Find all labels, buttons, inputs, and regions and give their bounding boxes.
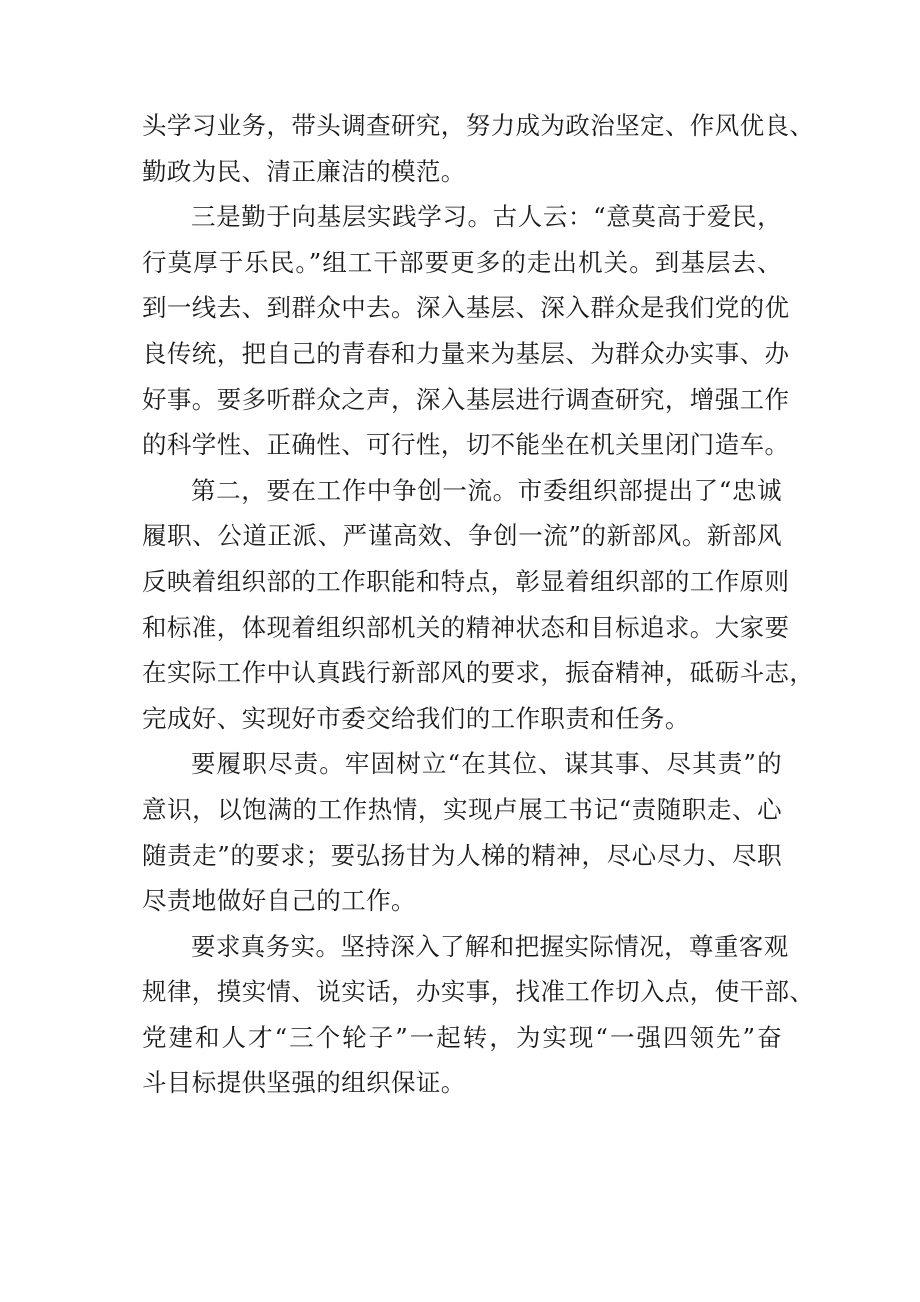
text-line: 良传统，把自己的青春和力量来为基层、为群众办实事、办 xyxy=(142,338,790,368)
paragraph xyxy=(142,468,815,742)
text-line: 意识，以饱满的工作热情，实现卢展工书记“责随职走、心 xyxy=(142,794,782,824)
paragraph xyxy=(142,194,790,468)
text-line: 尽责地做好自己的工作。 xyxy=(142,886,416,916)
text-line: 勤政为民、清正廉洁的模范。 xyxy=(142,156,466,186)
document-body xyxy=(142,103,815,1106)
text-line: 第二，要在工作中争创一流。市委组织部提出了“忠诚 xyxy=(191,475,782,505)
paragraph xyxy=(142,924,815,1106)
text-line: 要履职尽责。牢固树立“在其位、谋其事、尽其责”的 xyxy=(191,749,782,779)
text-line: 履职、公道正派、严谨高效、争创一流”的新部风。新部风 xyxy=(142,521,782,551)
paragraph xyxy=(142,741,782,923)
text-line: 的科学性、正确性、可行性，切不能坐在机关里闭门造车。 xyxy=(142,430,790,460)
text-line: 头学习业务，带头调查研究，努力成为政治坚定、作风优良、 xyxy=(142,111,815,140)
text-line: 完成好、实现好市委交给我们的工作职责和任务。 xyxy=(142,703,690,733)
text-line: 和标准，体现着组织部机关的精神状态和目标追求。大家要 xyxy=(142,612,790,642)
text-line: 到一线去、到群众中去。深入基层、深入群众是我们党的优 xyxy=(142,293,790,323)
text-line: 行莫厚于乐民。”组工干部要更多的走出机关。到基层去、 xyxy=(142,247,782,277)
text-line: 党建和人才“三个轮子”一起转，为实现“一强四领先”奋 xyxy=(142,1022,782,1052)
text-line: 反映着组织部的工作职能和特点，彰显着组织部的工作原则 xyxy=(142,566,790,596)
paragraph xyxy=(142,103,815,194)
text-line: 好事。要多听群众之声，深入基层进行调查研究，增强工作 xyxy=(142,384,790,414)
text-line: 要求真务实。坚持深入了解和把握实际情况，尊重客观 xyxy=(191,931,789,961)
text-line: 规律，摸实情、说实话，办实事，找准工作切入点，使干部、 xyxy=(142,977,815,1007)
text-line: 三是勤于向基层实践学习。古人云：“意莫高于爱民， xyxy=(191,202,782,232)
text-line: 随责走”的要求；要弘扬甘为人梯的精神，尽心尽力、尽职 xyxy=(142,840,782,870)
text-line: 斗目标提供坚强的组织保证。 xyxy=(142,1068,466,1098)
text-line: 在实际工作中认真践行新部风的要求，振奋精神，砥砺斗志， xyxy=(142,658,815,688)
